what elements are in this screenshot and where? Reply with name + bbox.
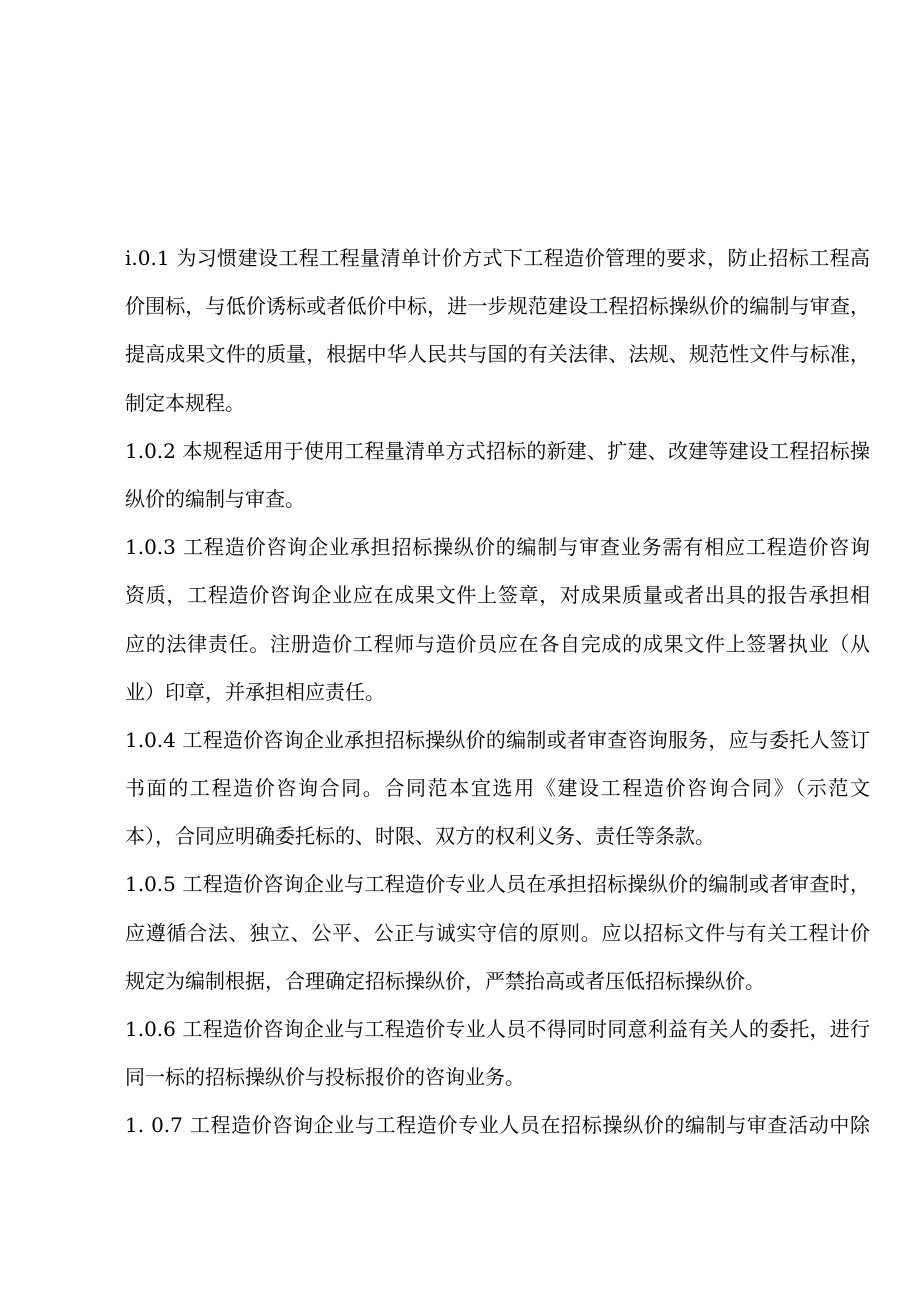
clause-line: 1.0.3 工程造价咨询企业承担招标操纵价的编制与审查业务需有相应工程造价咨询 [125, 535, 870, 560]
clause-1-0-2 [125, 433, 870, 529]
clause-line: 应遵循合法、独立、公平、公正与诚实守信的原则。应以招标文件与有关工程计价 [125, 920, 870, 945]
clause-line: 1.0.5 工程造价咨询企业与工程造价专业人员在承担招标操纵价的编制或者审查时， [125, 872, 870, 897]
clause-line: 本），合同应明确委托标的、时限、双方的权利义务、责任等条款。 [125, 824, 715, 849]
clause-line: 规定为编制根据，合理确定招标操纵价，严禁抬高或者压低招标操纵价。 [125, 968, 765, 993]
clause-1-0-5 [125, 866, 870, 1011]
clause-line: 价围标，与低价诱标或者低价中标，进一步规范建设工程招标操纵价的编制与审查， [125, 294, 870, 319]
clause-line: 提高成果文件的质量，根据中华人民共与国的有关法律、法规、规范性文件与标准， [125, 342, 870, 367]
clause-line: 1. 0.7 工程造价咨询企业与工程造价专业人员在招标操纵价的编制与审查活动中除 [125, 1113, 870, 1138]
clause-line: 1.0.2 本规程适用于使用工程量清单方式招标的新建、扩建、改建等建设工程招标操 [125, 438, 870, 463]
clause-line: 1.0.6 工程造价咨询企业与工程造价专业人员不得同时同意利益有关人的委托，进行 [125, 1017, 870, 1041]
document-body [125, 240, 870, 1156]
clause-1-0-4 [125, 722, 870, 867]
clause-line: 纵价的编制与审查。 [125, 486, 305, 511]
clause-1-0-3 [125, 529, 870, 722]
clause-1-0-7 [125, 1107, 870, 1155]
clause-line: 制定本规程。 [125, 390, 245, 415]
clause-line: 业）印章，并承担相应责任。 [125, 679, 385, 704]
clause-line: 应的法律责任。注册造价工程师与造价员应在各自完成的成果文件上签署执业（从 [125, 631, 870, 656]
clause-line: 书面的工程造价咨询合同。合同范本宜选用《建设工程造价咨询合同》（示范文 [125, 776, 870, 801]
clause-line: i.0.1 为习惯建设工程工程量清单计价方式下工程造价管理的要求，防止招标工程高 [125, 246, 870, 270]
clause-1-0-1 [125, 240, 870, 433]
clause-line: 1.0.4 工程造价咨询企业承担招标操纵价的编制或者审查咨询服务，应与委托人签订 [125, 727, 870, 752]
clause-line: 同一标的招标操纵价与投标报价的咨询业务。 [125, 1065, 525, 1090]
clause-1-0-6 [125, 1011, 870, 1107]
clause-line: 资质，工程造价咨询企业应在成果文件上签章，对成果质量或者出具的报告承担相 [125, 583, 870, 608]
